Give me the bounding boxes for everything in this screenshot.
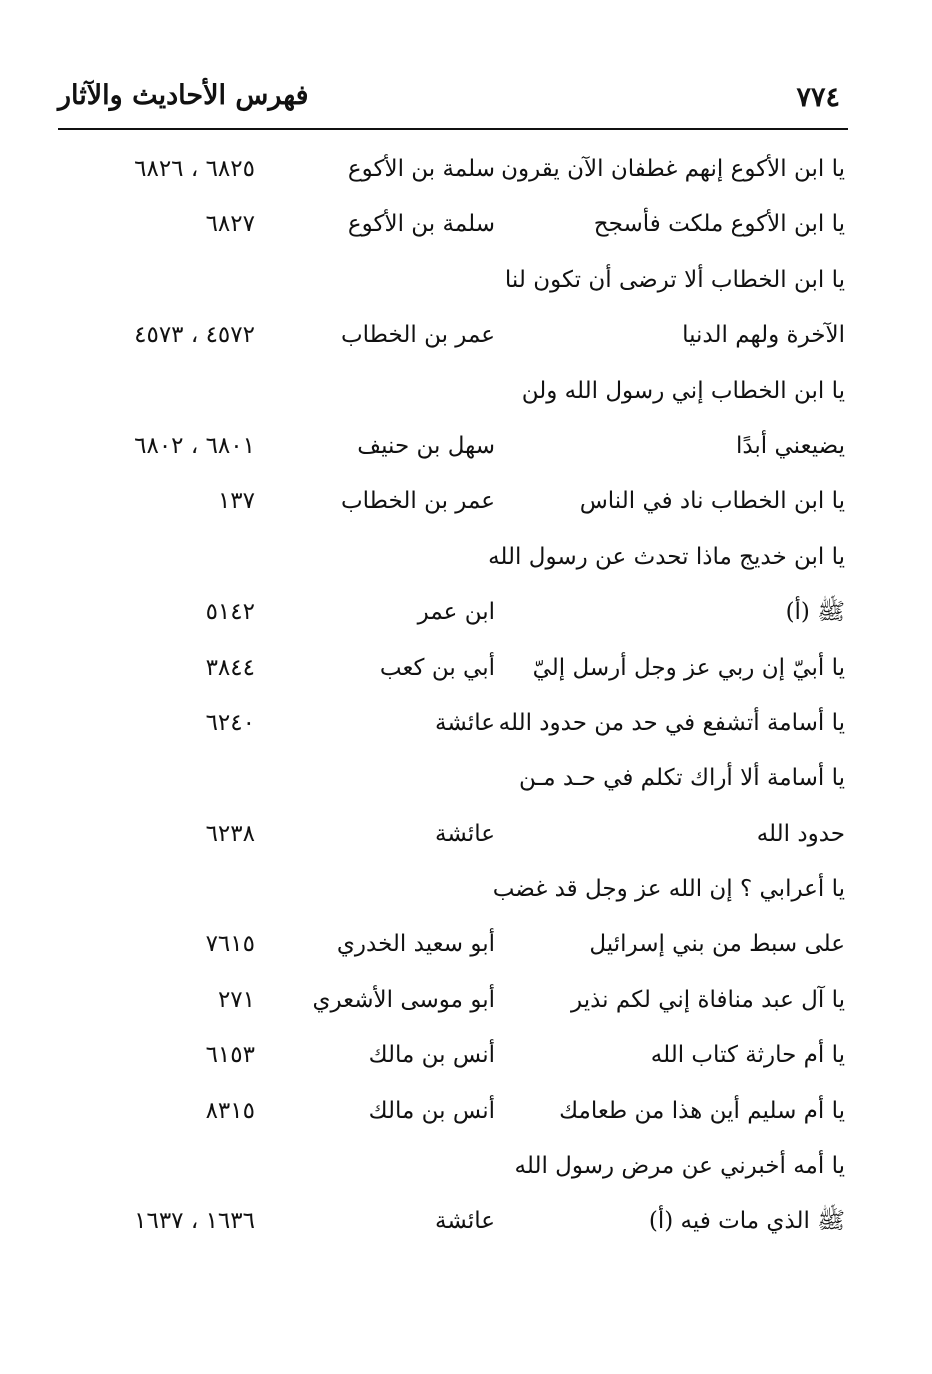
index-entry bbox=[55, 585, 845, 640]
hadith-numbers: ٦٢٤٠ bbox=[205, 709, 255, 736]
narrator: عمر بن الخطاب bbox=[340, 322, 495, 349]
hadith-numbers: ٢٧١ bbox=[217, 986, 255, 1013]
index-entry bbox=[55, 696, 845, 751]
hadith-index-list bbox=[55, 142, 845, 1250]
index-entry bbox=[55, 142, 845, 197]
index-entry bbox=[55, 807, 845, 862]
hadith-text: يا أسامة ألا أراك تكلم في حـد مـن bbox=[518, 765, 845, 792]
hadith-text: الآخرة ولهم الدنيا bbox=[682, 322, 845, 349]
hadith-text: يا ابن الأكوع إنهم غطفان الآن يقرون bbox=[501, 156, 845, 182]
index-entry bbox=[55, 364, 845, 419]
hadith-text: يا أم سليم أين هذا من طعامك bbox=[559, 1097, 845, 1124]
hadith-numbers: ٨٣١٥ bbox=[205, 1097, 255, 1124]
hadith-text: على سبط من بني إسرائيل bbox=[589, 931, 845, 958]
hadith-text: يا ابن الخطاب ألا ترضى أن تكون لنا bbox=[504, 266, 845, 293]
narrator: عائشة bbox=[435, 709, 495, 736]
hadith-text: حدود الله bbox=[756, 820, 845, 847]
index-entry bbox=[55, 1084, 845, 1139]
hadith-text: ﷺ الذي مات فيه (أ) bbox=[648, 1208, 845, 1235]
hadith-numbers: ٦٢٣٨ bbox=[205, 820, 255, 847]
hadith-numbers: ٦٨٠١ ، ٦٨٠٢ bbox=[134, 432, 255, 459]
hadith-text: يا ابن خديج ماذا تحدث عن رسول الله bbox=[488, 543, 845, 570]
index-entry bbox=[55, 1028, 845, 1083]
hadith-numbers: ١٣٧ bbox=[217, 488, 255, 515]
narrator: أبي بن كعب bbox=[379, 654, 495, 681]
narrator: أبو سعيد الخدري bbox=[336, 931, 495, 958]
narrator: سلمة بن الأكوع bbox=[347, 156, 495, 182]
running-title: فهرس الأحاديث والآثار bbox=[58, 80, 309, 111]
hadith-text: ﷺ (أ) bbox=[785, 599, 845, 626]
hadith-numbers: ٥١٤٢ bbox=[205, 599, 255, 626]
hadith-text: يا أسامة أتشفع في حد من حدود الله bbox=[498, 709, 845, 736]
narrator: ابن عمر bbox=[417, 599, 495, 626]
index-entry bbox=[55, 1139, 845, 1194]
narrator: أبو موسى الأشعري bbox=[312, 986, 495, 1013]
hadith-numbers: ٧٦١٥ bbox=[205, 931, 255, 958]
index-entry bbox=[55, 641, 845, 696]
hadith-text: يا أعرابي ؟ إن الله عز وجل قد غضب bbox=[492, 876, 845, 903]
hadith-numbers: ٦٨٢٥ ، ٦٨٢٦ bbox=[134, 156, 255, 182]
index-entry bbox=[55, 973, 845, 1028]
hadith-text: يا أمه أخبرني عن مرض رسول الله bbox=[514, 1153, 845, 1180]
narrator: عائشة bbox=[435, 1208, 495, 1235]
hadith-numbers: ٣٨٤٤ bbox=[205, 654, 255, 681]
hadith-numbers: ٤٥٧٢ ، ٤٥٧٣ bbox=[134, 322, 255, 349]
index-entry bbox=[55, 474, 845, 529]
page-number: ٧٧٤ bbox=[796, 82, 840, 113]
index-entry bbox=[55, 917, 845, 972]
narrator: سلمة بن الأكوع bbox=[347, 211, 495, 238]
hadith-text: يا أبيّ إن ربي عز وجل أرسل إليّ bbox=[532, 654, 845, 681]
narrator: سهل بن حنيف bbox=[357, 432, 495, 459]
index-entry bbox=[55, 197, 845, 252]
hadith-numbers: ٦١٥٣ bbox=[205, 1042, 255, 1069]
index-entry bbox=[55, 751, 845, 806]
index-entry bbox=[55, 253, 845, 308]
narrator: أنس بن مالك bbox=[368, 1097, 495, 1124]
hadith-text: يا أم حارثة كتاب الله bbox=[650, 1042, 845, 1069]
hadith-numbers: ١٦٣٦ ، ١٦٣٧ bbox=[134, 1208, 255, 1235]
hadith-text: يا ابن الأكوع ملكت فأسجح bbox=[593, 211, 845, 238]
index-entry bbox=[55, 1194, 845, 1249]
index-entry bbox=[55, 419, 845, 474]
hadith-text: يا ابن الخطاب ناد في الناس bbox=[579, 488, 845, 515]
index-entry bbox=[55, 530, 845, 585]
index-entry bbox=[55, 862, 845, 917]
hadith-text: يا ابن الخطاب إني رسول الله ولن bbox=[521, 377, 845, 404]
index-entry bbox=[55, 308, 845, 363]
hadith-numbers: ٦٨٢٧ bbox=[205, 211, 255, 238]
narrator: عائشة bbox=[435, 820, 495, 847]
hadith-text: يا آل عبد منافاة إني لكم نذير bbox=[571, 986, 845, 1013]
header-rule bbox=[58, 128, 848, 130]
page-header bbox=[58, 70, 848, 126]
narrator: أنس بن مالك bbox=[368, 1042, 495, 1069]
narrator: عمر بن الخطاب bbox=[340, 488, 495, 515]
hadith-text: يضيعني أبدًا bbox=[735, 432, 845, 459]
